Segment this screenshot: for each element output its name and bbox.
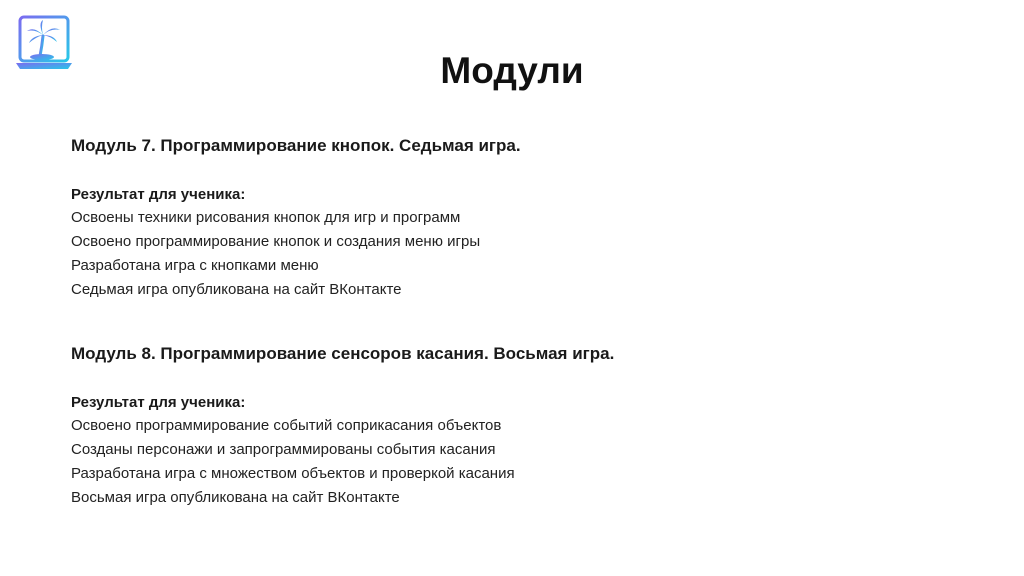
result-item: Разработана игра с кнопками меню [71,257,319,274]
result-item: Восьмая игра опубликована на сайт ВКонтакте [71,489,400,506]
module-heading: Модуль 7. Программирование кнопок. Седьмая игра. [71,136,521,155]
module-7-section [71,135,971,302]
module-8-section [71,343,971,510]
result-label: Результат для ученика: [71,394,246,411]
result-item: Разработана игра с множеством объектов и проверкой касания [71,465,515,482]
result-item: Созданы персонажи и запрограммированы события касания [71,441,496,458]
result-item: Освоено программирование кнопок и создания меню игры [71,233,481,250]
result-label: Результат для ученика: [71,186,246,203]
result-item: Седьмая игра опубликована на сайт ВКонтакте [71,281,402,298]
result-list [71,206,971,302]
result-item: Освоены техники рисования кнопок для игр и программ [71,209,461,226]
slide-title: Модули [440,50,584,91]
result-list [71,414,971,510]
result-item: Освоено программирование событий соприкасания объектов [71,417,502,434]
module-heading: Модуль 8. Программирование сенсоров касания. Восьмая игра. [71,344,615,363]
